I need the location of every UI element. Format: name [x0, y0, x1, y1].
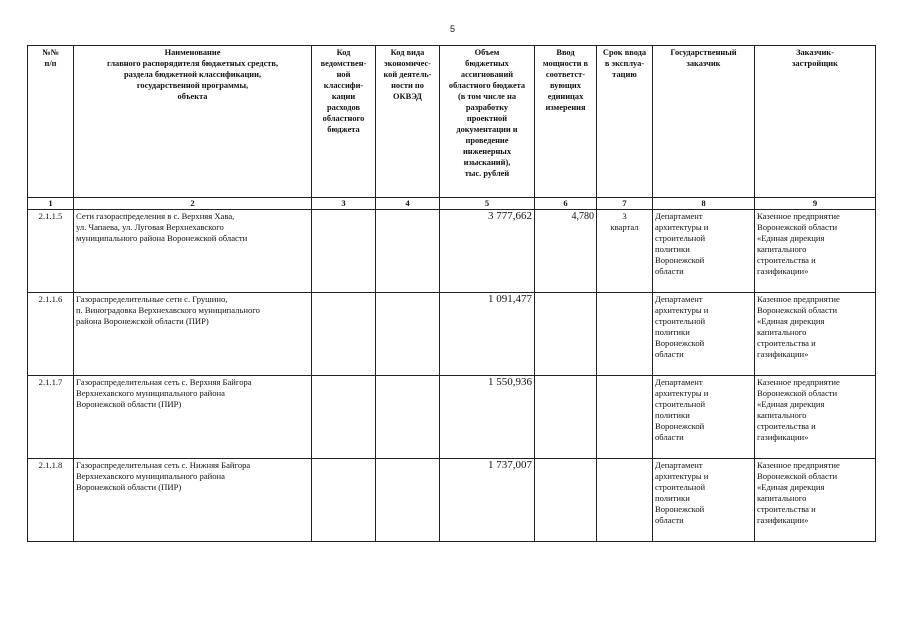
- objects-table: [27, 45, 876, 542]
- row-okved-code: [376, 293, 440, 376]
- row-developer: Казенное предприятие Воронежской области «Единая дирекция капитального строительства и газификации»: [755, 376, 876, 459]
- row-okved-code: [376, 210, 440, 293]
- page-number: 5: [449, 24, 455, 34]
- row-state-customer: Департамент архитектуры и строительной политики Воронежской области: [653, 459, 755, 542]
- header-number: №№ п/п: [28, 46, 74, 198]
- header-vedom-code: Код ведомствен- ной классифи- кации расходов областного бюджета: [312, 46, 376, 198]
- row-code: 2.1.1.6: [28, 293, 74, 376]
- header-developer: Заказчик- застройщик: [755, 46, 876, 198]
- row-term: [597, 376, 653, 459]
- table-row: [28, 459, 876, 542]
- row-developer: Казенное предприятие Воронежской области «Единая дирекция капитального строительства и газификации»: [755, 293, 876, 376]
- row-volume: 3 777,662: [440, 210, 535, 293]
- column-number: 7: [597, 198, 653, 210]
- row-name: Сети газораспределения в с. Верхняя Хава, ул. Чапаева, ул. Луговая Верхнехавского муниципального района Воронежской области: [74, 210, 312, 293]
- row-state-customer: Департамент архитектуры и строительной политики Воронежской области: [653, 376, 755, 459]
- row-code: 2.1.1.5: [28, 210, 74, 293]
- row-term: [597, 293, 653, 376]
- column-number: 9: [755, 198, 876, 210]
- row-power: [535, 459, 597, 542]
- row-vedom-code: [312, 210, 376, 293]
- header-name: Наименование главного распорядителя бюджетных средств, раздела бюджетной классификации, государственной программы, объекта: [74, 46, 312, 198]
- table-header-row: [28, 46, 876, 198]
- row-developer: Казенное предприятие Воронежской области «Единая дирекция капитального строительства и газификации»: [755, 210, 876, 293]
- row-okved-code: [376, 376, 440, 459]
- column-number: 5: [440, 198, 535, 210]
- table-row: [28, 210, 876, 293]
- column-number: 1: [28, 198, 74, 210]
- row-state-customer: Департамент архитектуры и строительной политики Воронежской области: [653, 293, 755, 376]
- row-power: [535, 376, 597, 459]
- header-volume: Объем бюджетных ассигнований областного бюджета (в том числе на разработку проектной документации и проведение инженерных изысканий), тыс. рублей: [440, 46, 535, 198]
- row-name: Газораспределительная сеть с. Нижняя Байгора Верхнехавского муниципального района Воронежской области (ПИР): [74, 459, 312, 542]
- row-name: Газораспределительные сети с. Грушино, п. Виноградовка Верхнехавского муниципального района Воронежской области (ПИР): [74, 293, 312, 376]
- row-volume: 1 550,936: [440, 376, 535, 459]
- header-okved-code: Код вида экономичес- кой деятель- ности по ОКВЭД: [376, 46, 440, 198]
- row-vedom-code: [312, 459, 376, 542]
- row-vedom-code: [312, 293, 376, 376]
- column-number: 3: [312, 198, 376, 210]
- header-power: Ввод мощности в соответст- вующих единицах измерения: [535, 46, 597, 198]
- row-term: [597, 459, 653, 542]
- header-term: Срок ввода в эксплуа- тацию: [597, 46, 653, 198]
- row-state-customer: Департамент архитектуры и строительной политики Воронежской области: [653, 210, 755, 293]
- row-volume: 1 737,007: [440, 459, 535, 542]
- header-state-customer: Государственный заказчик: [653, 46, 755, 198]
- column-number: 4: [376, 198, 440, 210]
- row-developer: Казенное предприятие Воронежской области «Единая дирекция капитального строительства и газификации»: [755, 459, 876, 542]
- column-number: 8: [653, 198, 755, 210]
- column-number: 6: [535, 198, 597, 210]
- row-vedom-code: [312, 376, 376, 459]
- table-row: [28, 376, 876, 459]
- row-power: 4,780: [535, 210, 597, 293]
- row-code: 2.1.1.7: [28, 376, 74, 459]
- row-term: 3 квартал: [597, 210, 653, 293]
- column-number: 2: [74, 198, 312, 210]
- table-row: [28, 293, 876, 376]
- row-okved-code: [376, 459, 440, 542]
- column-number-row: [28, 198, 876, 210]
- row-code: 2.1.1.8: [28, 459, 74, 542]
- row-power: [535, 293, 597, 376]
- row-name: Газораспределительная сеть с. Верхняя Байгора Верхнехавского муниципального района Воронежской области (ПИР): [74, 376, 312, 459]
- row-volume: 1 091,477: [440, 293, 535, 376]
